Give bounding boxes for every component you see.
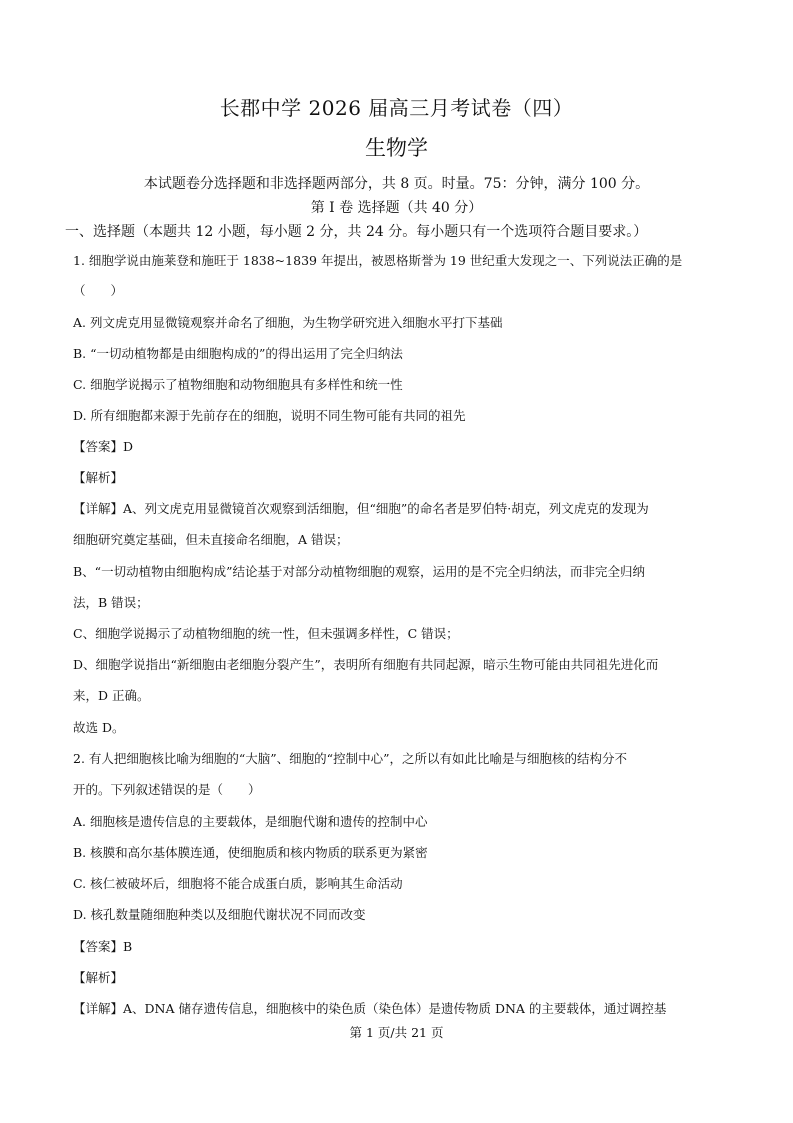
- q1-option-c: C. 细胞学说揭示了植物细胞和动物细胞具有多样性和统一性: [73, 377, 403, 392]
- q2-option-d: D. 核孔数量随细胞种类以及细胞代谢状况不同而改变: [73, 907, 366, 922]
- page-footer: 第 1 页/共 21 页: [349, 1025, 444, 1040]
- exam-info: 本试题卷分选择题和非选择题两部分，共 8 页。时量。75：分钟，满分 100 分。: [143, 176, 650, 192]
- q1-answer: 【答案】D: [73, 439, 134, 454]
- q1-detail-line: C、细胞学说揭示了动植物细胞的统一性，但未强调多样性，C 错误；: [73, 626, 459, 641]
- q2-option-a: A. 细胞核是遗传信息的主要载体，是细胞代谢和遗传的控制中心: [73, 814, 428, 829]
- q1-detail-line: D、细胞学说指出“新细胞由老细胞分裂产生”，表明所有细胞有共同起源，暗示生物可能由共同祖先进化而: [73, 657, 659, 672]
- q1-stem-line1: 1. 细胞学说由施莱登和施旺于 1838~1839 年提出，被恩格斯誉为 19 世纪重大发现之一、下列说法正确的是: [73, 253, 683, 268]
- q1-detail-line: 细胞研究奠定基础，但未直接命名细胞，A 错误；: [73, 532, 349, 547]
- q2-stem-line1: 2. 有人把细胞核比喻为细胞的“大脑”、细胞的“控制中心”，之所以有如此比喻是与细胞核的结构分不: [73, 751, 627, 766]
- q1-option-a: A. 列文虎克用显微镜观察并命名了细胞，为生物学研究进入细胞水平打下基础: [73, 315, 503, 330]
- q1-stem-line2: （ ）: [73, 283, 124, 298]
- q2-answer: 【答案】B: [73, 939, 133, 954]
- q1-detail-line: 法，B 错误；: [73, 595, 149, 610]
- q1-detail-line: 来，D 正确。: [73, 688, 150, 703]
- subject-title: 生物学: [365, 136, 428, 160]
- q1-detail-line: 故选 D。: [73, 720, 125, 735]
- q1-option-b: B. “一切动植物都是由细胞构成的”的得出运用了完全归纳法: [73, 346, 403, 361]
- part-heading: 第 I 卷 选择题（共 40 分）: [310, 200, 483, 216]
- q2-detail-line: 【详解】A、DNA 储存遗传信息，细胞核中的染色质（染色体）是遗传物质 DNA 的主要载体，通过调控基: [73, 1001, 667, 1016]
- exam-title: 长郡中学 2026 届高三月考试卷（四）: [219, 96, 574, 120]
- q2-option-b: B. 核膜和高尔基体膜连通，使细胞质和核内物质的联系更为紧密: [73, 845, 428, 860]
- section-heading: 一、选择题（本题共 12 小题，每小题 2 分，共 24 分。每小题只有一个选项符合题目要求。）: [65, 224, 648, 240]
- q1-analysis-label: 【解析】: [73, 470, 124, 485]
- q1-detail-line: B、“一切动植物由细胞构成”结论基于对部分动植物细胞的观察，运用的是不完全归纳法，而非完全归纳: [73, 564, 645, 579]
- q2-option-c: C. 核仁被破坏后，细胞将不能合成蛋白质，影响其生命活动: [73, 876, 403, 891]
- q1-detail-line: 【详解】A、列文虎克用显微镜首次观察到活细胞，但“细胞”的命名者是罗伯特·胡克，列文虎克的发现为: [73, 501, 649, 516]
- q1-option-d: D. 所有细胞都来源于先前存在的细胞，说明不同生物可能有共同的祖先: [73, 408, 466, 423]
- q2-analysis-label: 【解析】: [73, 970, 124, 985]
- q2-stem-line2: 开的。下列叙述错误的是（ ）: [73, 782, 261, 797]
